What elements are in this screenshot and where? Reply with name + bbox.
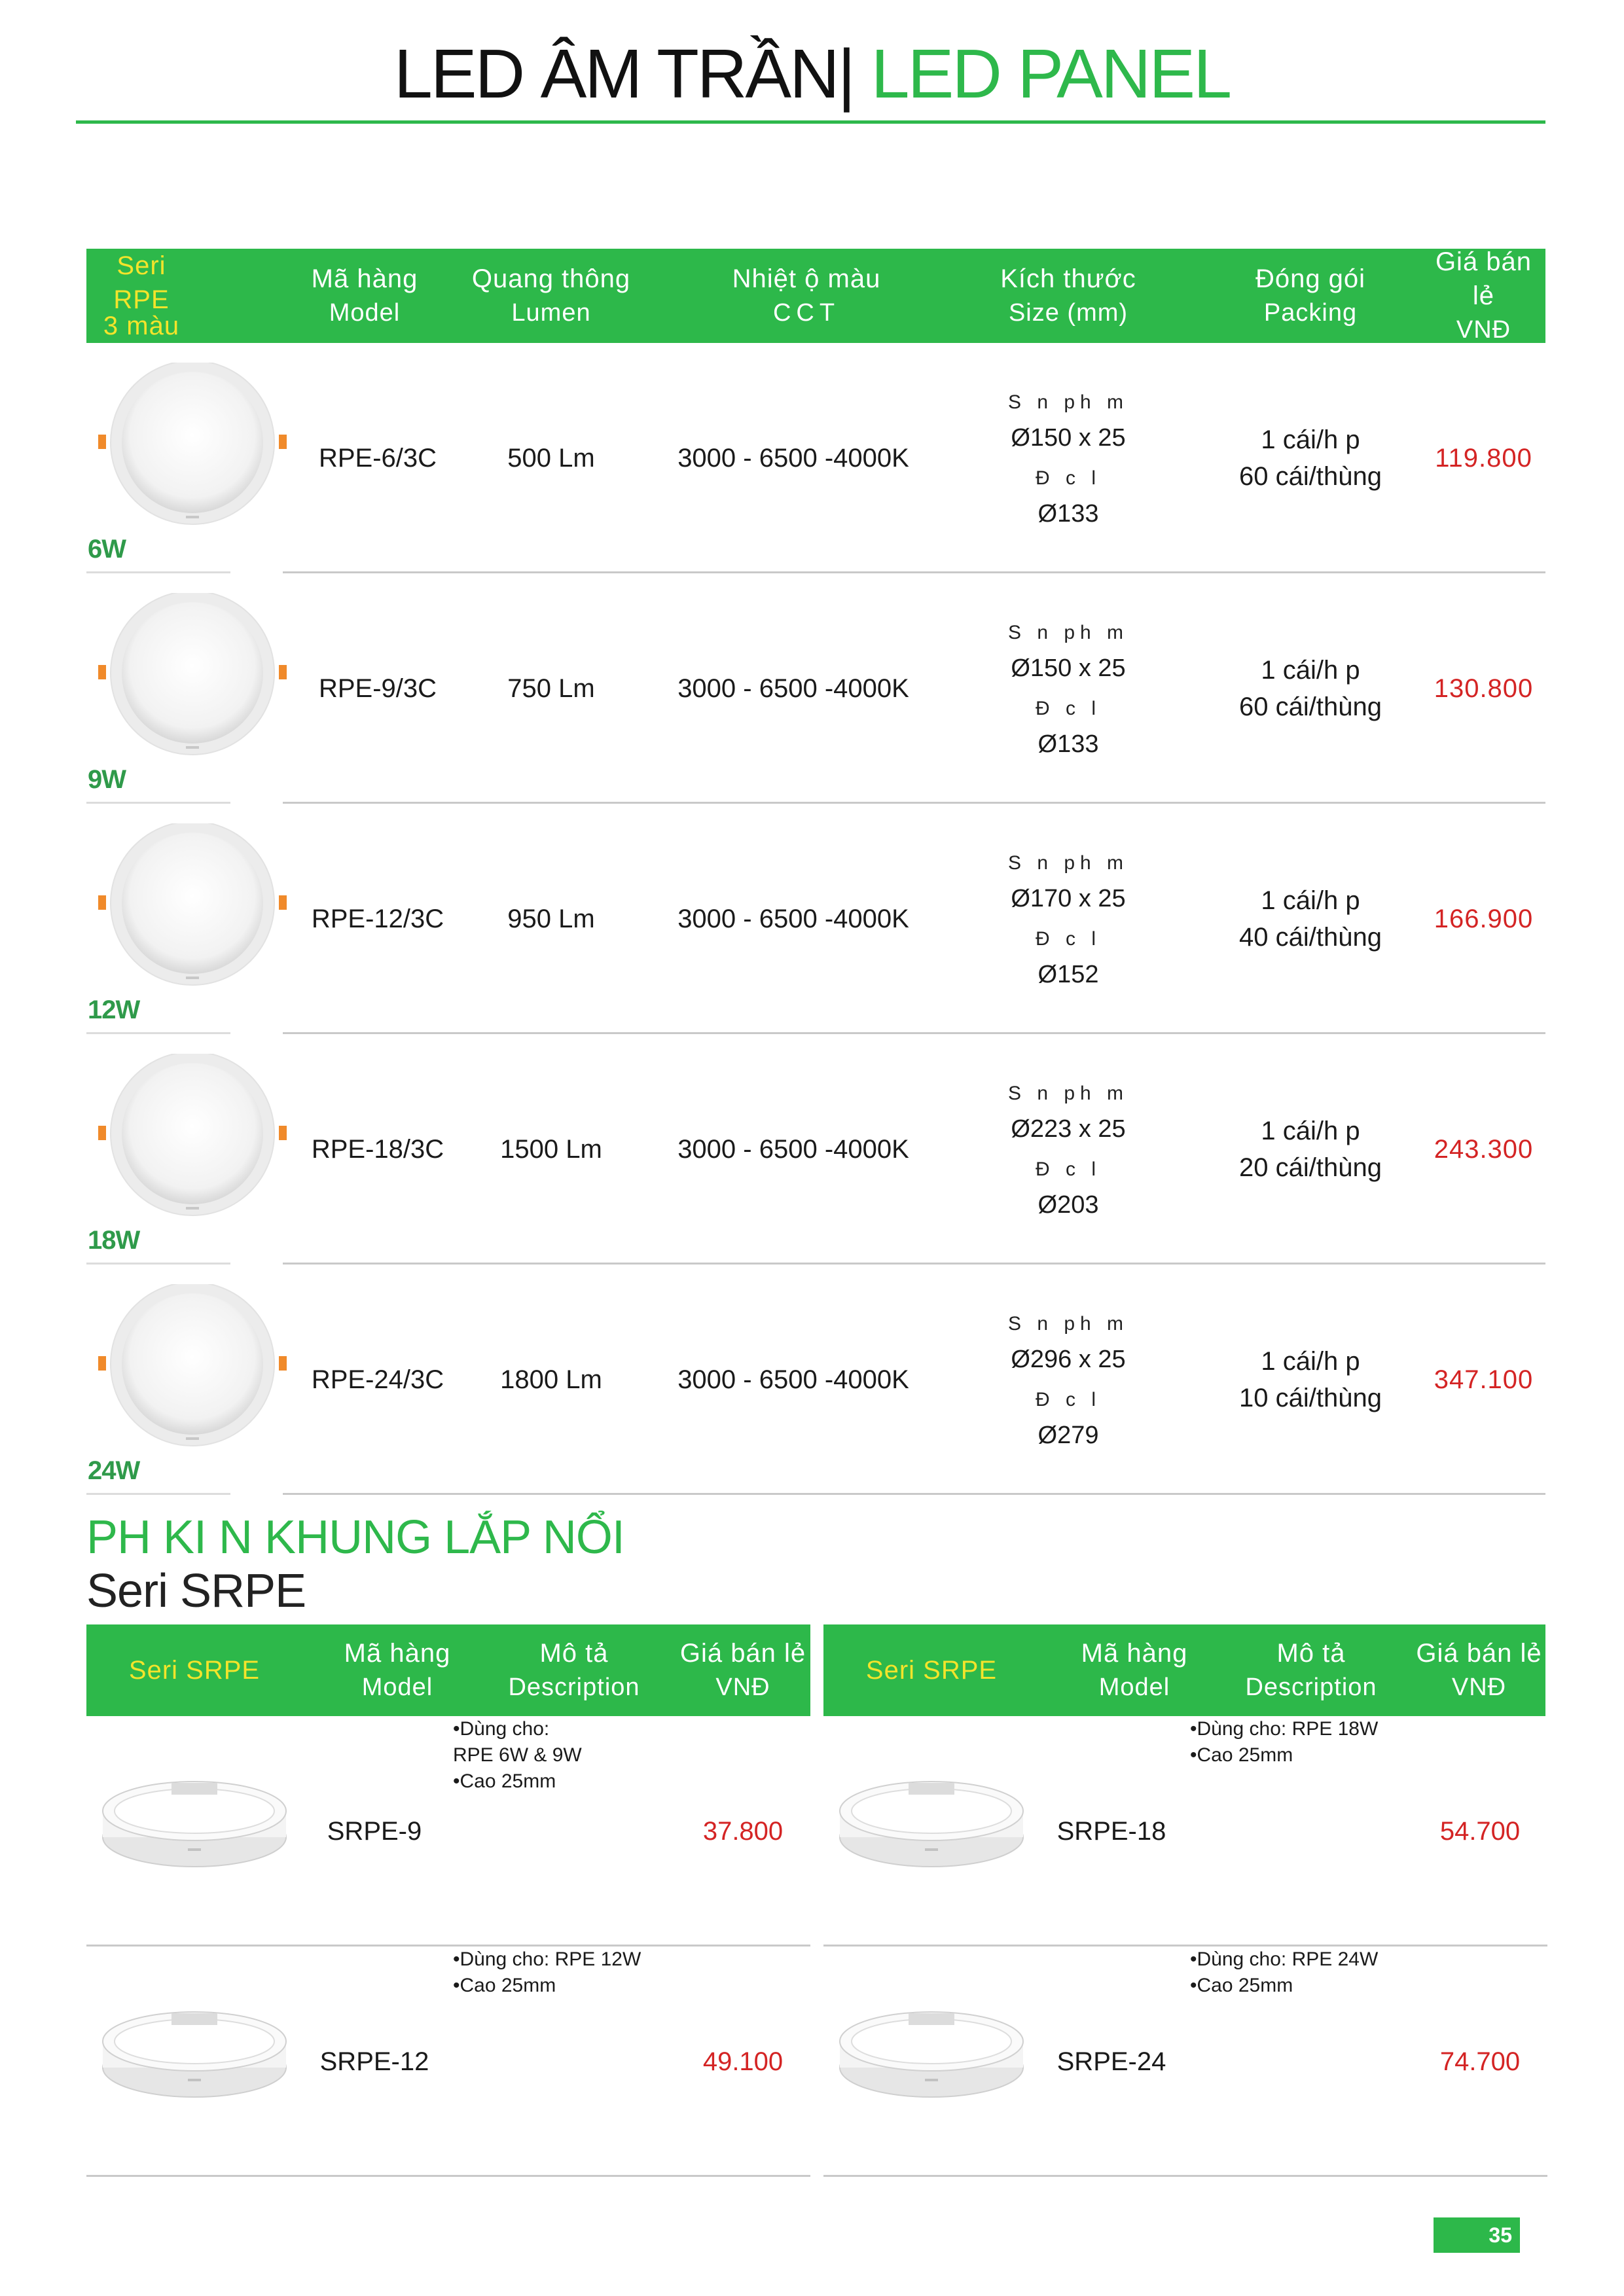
accessory-model: SRPE-24: [1056, 2047, 1166, 2076]
accessory-model: SRPE-9: [327, 1816, 422, 1846]
wattage-label: 6W: [88, 535, 126, 564]
col-lumen: Quang thông Lumen: [471, 264, 631, 327]
accessory-model: SRPE-12: [319, 2047, 429, 2076]
mounting-frame-image: [99, 2005, 289, 2104]
row-divider: [86, 2175, 810, 2177]
packing-cell: 1 cái/h p 60 cái/thùng: [1239, 656, 1382, 721]
table-row: [86, 573, 1545, 804]
srpe-table-header-left: Seri SRPE Mã hàng Model Mô tả Description Giá bán lẻ VNĐ: [86, 1624, 810, 1716]
page-number: 35: [1434, 2217, 1520, 2253]
accessory-description: •Dùng cho: RPE 24W •Cao 25mm: [1190, 1948, 1379, 1996]
accessory-price: 74.700: [1439, 2047, 1521, 2076]
model-cell: RPE-12/3C: [311, 904, 444, 933]
table-row: [86, 1034, 1545, 1265]
price-cell: 243.300: [1434, 1134, 1534, 1164]
size-cell: S n ph m Ø296 x 25 Đ c l Ø279: [1007, 1313, 1129, 1449]
cct-cell: 3000 - 6500 -4000K: [677, 1134, 909, 1164]
model-cell: RPE-6/3C: [318, 443, 437, 473]
mounting-frame-image: [99, 1775, 289, 1873]
size-cell: S n ph m Ø170 x 25 Đ c l Ø152: [1007, 852, 1129, 988]
row-divider: [823, 2175, 1547, 2177]
lumen-cell: 750 Lm: [507, 673, 595, 703]
title-underline: [76, 120, 1545, 124]
lumen-cell: 950 Lm: [507, 904, 595, 933]
section-title: PH KI N KHUNG LẮP NỔI: [86, 1511, 624, 1564]
cct-cell: 3000 - 6500 -4000K: [677, 904, 909, 933]
accessory-description: •Dùng cho: RPE 18W •Cao 25mm: [1190, 1718, 1379, 1766]
srpe-table-header-right: Seri SRPE Mã hàng Model Mô tả Description Giá bán lẻ VNĐ: [823, 1624, 1545, 1716]
led-panel-image: [94, 593, 291, 783]
wattage-label: 12W: [88, 996, 140, 1024]
table-row: [86, 804, 1545, 1034]
row-divider: [283, 1493, 1545, 1495]
wattage-label: 9W: [88, 765, 126, 794]
packing-cell: 1 cái/h p 20 cái/thùng: [1239, 1117, 1382, 1182]
mounting-frame-image: [837, 1775, 1026, 1873]
accessory-row: [823, 1946, 1547, 2177]
accessory-price: 37.800: [702, 1816, 784, 1846]
accessory-model: SRPE-18: [1056, 1816, 1166, 1846]
title-separator: |: [837, 35, 854, 113]
cct-cell: 3000 - 6500 -4000K: [677, 1365, 909, 1394]
table-row: [86, 343, 1545, 573]
title-right: LED PANEL: [871, 35, 1231, 113]
led-panel-image: [94, 363, 291, 552]
size-cell: S n ph m Ø150 x 25 Đ c l Ø133: [1007, 622, 1129, 758]
accessory-price: 49.100: [702, 2047, 784, 2076]
accessory-price: 54.700: [1439, 1816, 1521, 1846]
size-cell: S n ph m Ø150 x 25 Đ c l Ø133: [1007, 391, 1129, 528]
size-cell: S n ph m Ø223 x 25 Đ c l Ø203: [1007, 1083, 1129, 1219]
packing-cell: 1 cái/h p 40 cái/thùng: [1239, 886, 1382, 952]
price-cell: 119.800: [1435, 443, 1532, 473]
wattage-label: 18W: [88, 1226, 140, 1255]
accessory-description: •Dùng cho: RPE 6W & 9W •Cao 25mm: [453, 1718, 582, 1792]
col-seri: Seri RPE 3 màu: [103, 251, 180, 340]
rpe-table-header: [86, 249, 1545, 343]
led-panel-image: [94, 823, 291, 1013]
price-cell: 166.900: [1434, 904, 1534, 933]
mounting-frame-image: [837, 2005, 1026, 2104]
price-cell: 347.100: [1434, 1365, 1534, 1394]
wattage-label: 24W: [88, 1456, 140, 1485]
accessory-description: •Dùng cho: RPE 12W •Cao 25mm: [453, 1948, 641, 1996]
led-panel-image: [94, 1284, 291, 1474]
model-cell: RPE-9/3C: [318, 673, 437, 703]
cct-cell: 3000 - 6500 -4000K: [677, 443, 909, 473]
led-panel-image: [94, 1054, 291, 1244]
col-packing: Đóng gói Packing: [1255, 264, 1366, 327]
accessory-row: [86, 1946, 810, 2177]
lumen-cell: 1500 Lm: [500, 1134, 602, 1164]
col-cct: Nhiệt ộ màu CCT: [732, 264, 881, 327]
page-title: [0, 31, 1624, 117]
lumen-cell: 500 Lm: [507, 443, 595, 473]
packing-cell: 1 cái/h p 60 cái/thùng: [1239, 425, 1382, 491]
col-size: Kích thước Size (mm): [1000, 264, 1136, 327]
col-model: Mã hàng Model: [311, 264, 418, 327]
accessory-row: [86, 1716, 810, 1946]
title-left: LED ÂM TRẦN: [393, 35, 838, 113]
packing-cell: 1 cái/h p 10 cái/thùng: [1239, 1347, 1382, 1412]
price-cell: 130.800: [1434, 673, 1534, 703]
col-price: Giá bán lẻ VNĐ: [1435, 247, 1532, 344]
model-cell: RPE-24/3C: [311, 1365, 444, 1394]
section-subtitle: Seri SRPE: [86, 1565, 306, 1617]
lumen-cell: 1800 Lm: [500, 1365, 602, 1394]
accessory-row: [823, 1716, 1547, 1946]
model-cell: RPE-18/3C: [311, 1134, 444, 1164]
table-row: [86, 1265, 1545, 1495]
cct-cell: 3000 - 6500 -4000K: [677, 673, 909, 703]
